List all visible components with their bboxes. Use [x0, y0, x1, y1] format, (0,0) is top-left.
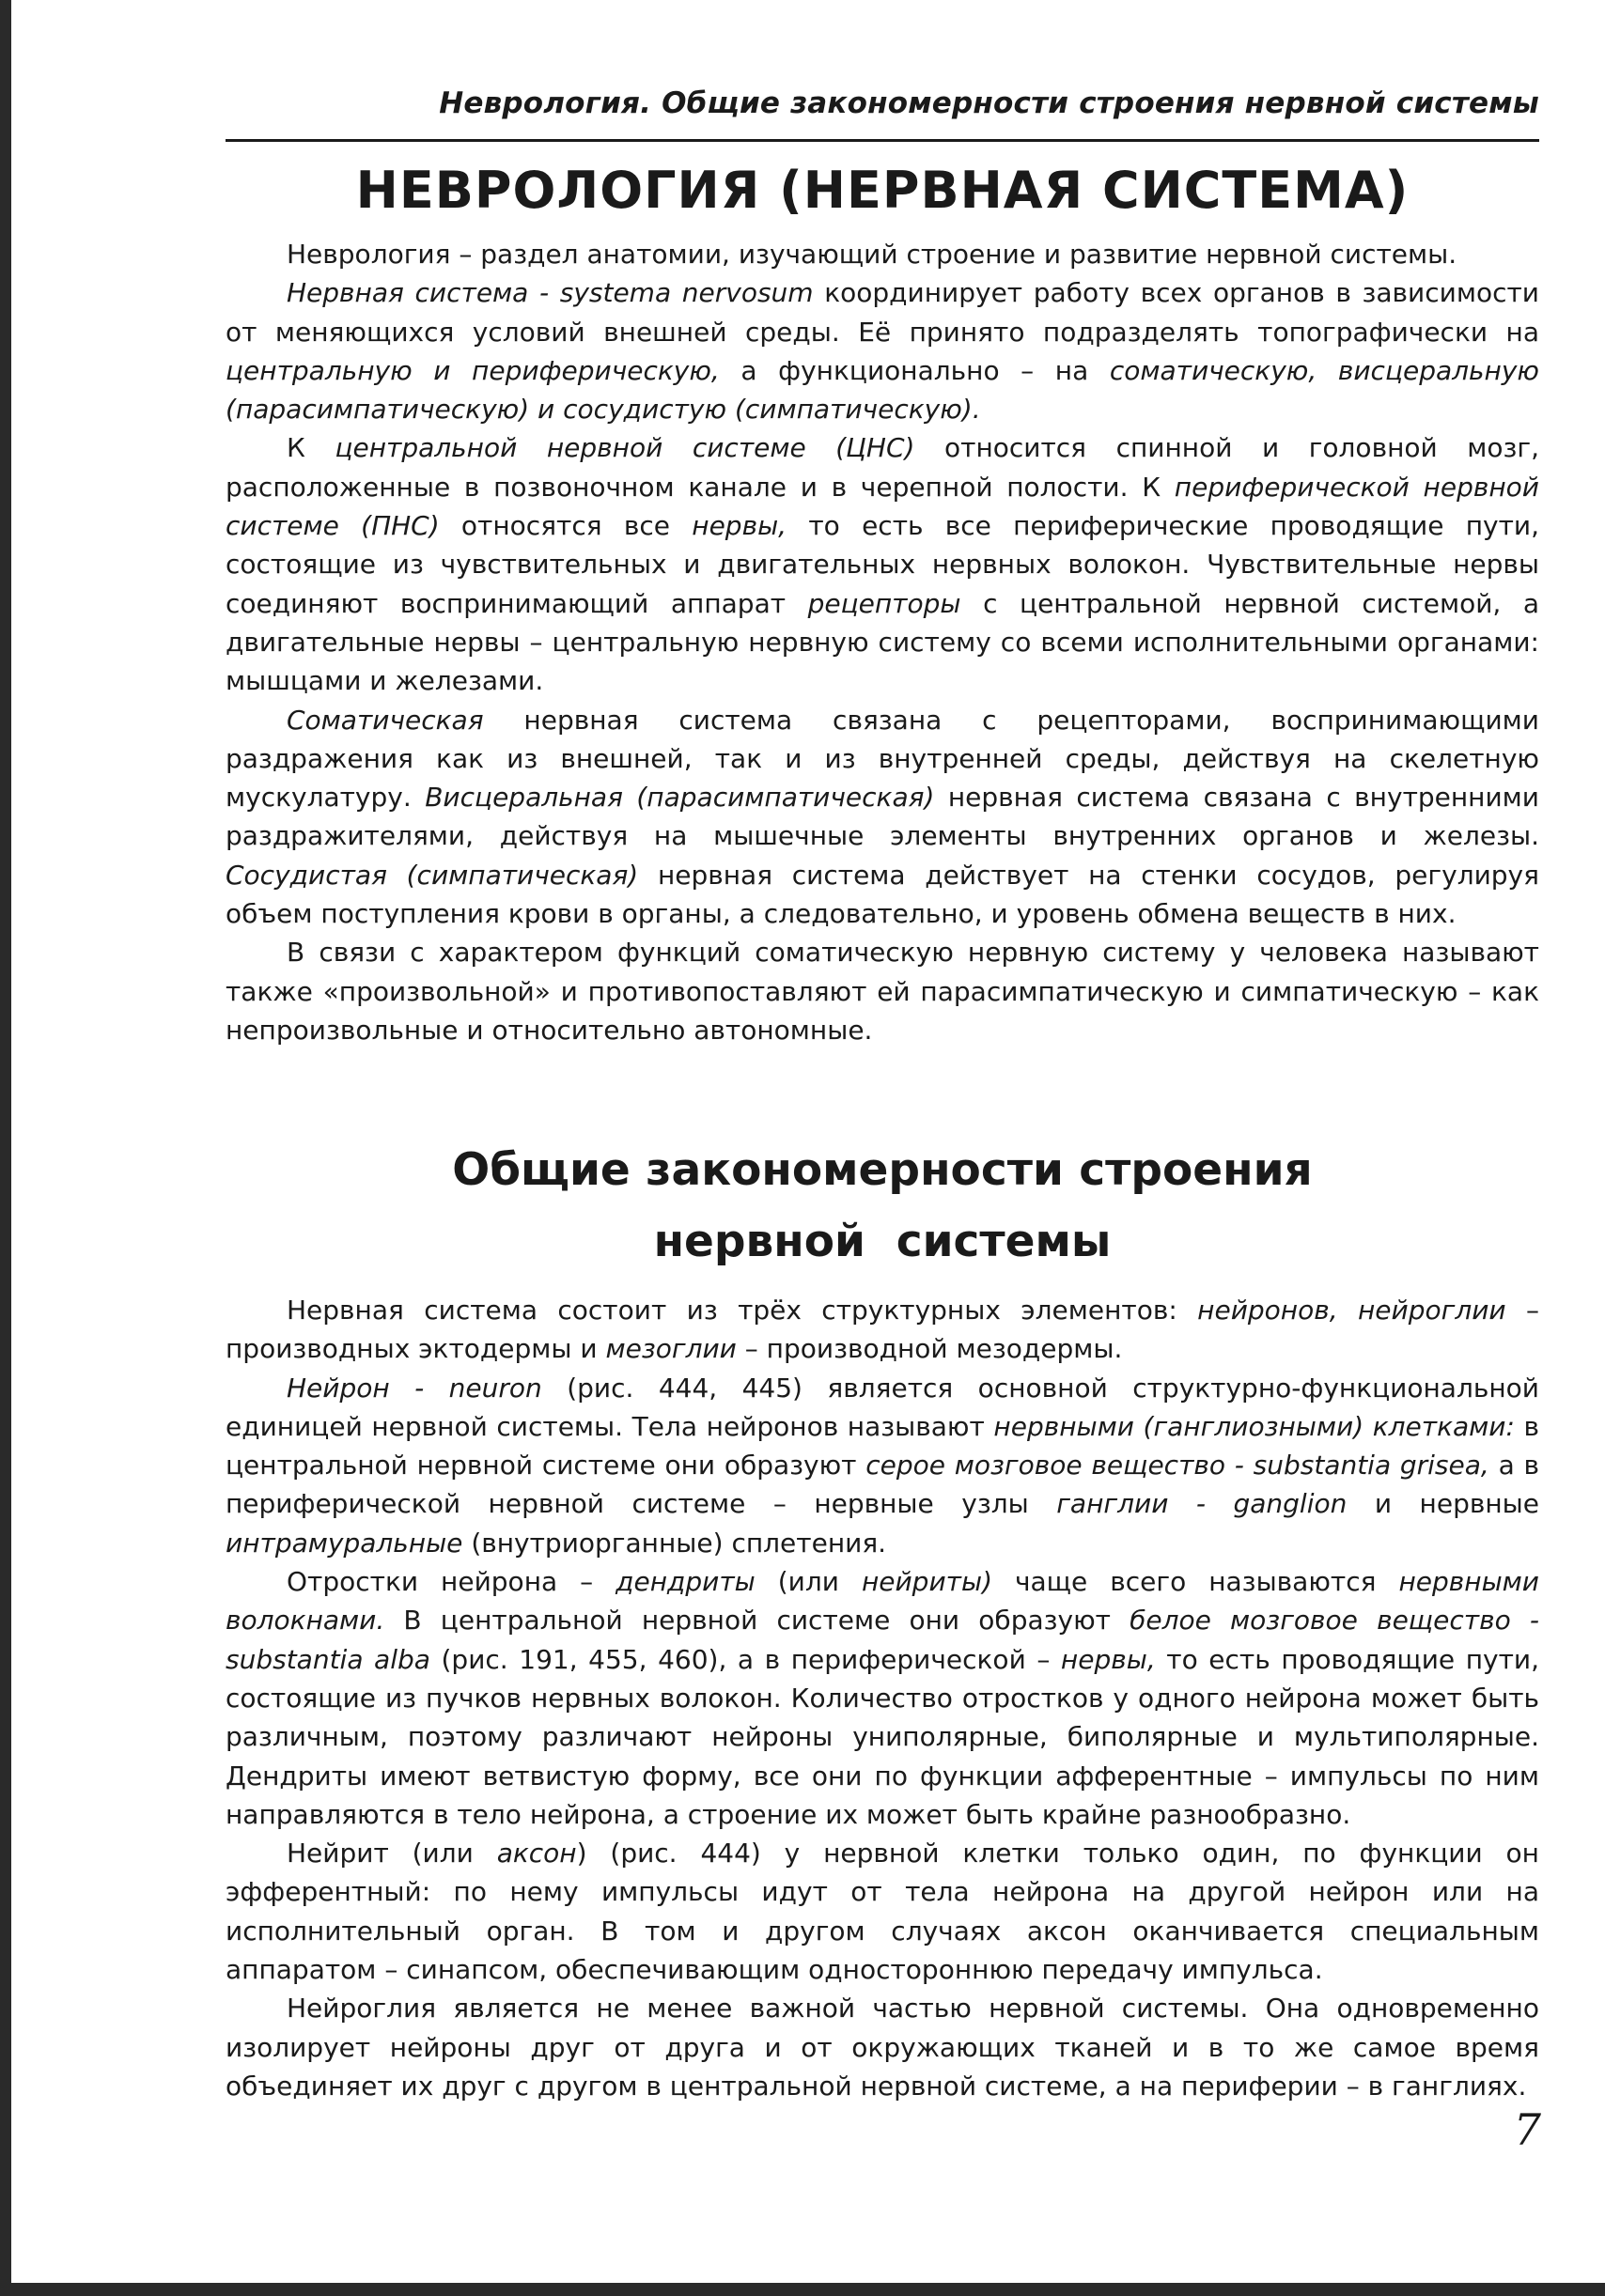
- text: Отростки нейрона –: [287, 1566, 616, 1598]
- term: аксон: [496, 1838, 577, 1869]
- text: а в периферической нервной системе – нервные узлы: [226, 1450, 1539, 1520]
- section-general-structure: [226, 1291, 1539, 2105]
- text: относятся все: [439, 510, 693, 542]
- text: К: [287, 432, 335, 464]
- text: чаще всего называются: [992, 1566, 1399, 1598]
- page-number: 7: [1513, 2104, 1541, 2155]
- text: (или: [755, 1566, 862, 1598]
- text: ) (рис. 444) у нервной клетки только один, по функции он эфферентный: по нему импульсы идут от тела нейрона на другой нейрон или на исполнительный орган. В том и другом случаях аксон оканчивается специальным аппаратом – синапсом, обеспечивающим одностороннюю передачу импульса.: [226, 1838, 1539, 1986]
- term: Нейрон - neuron: [287, 1372, 542, 1404]
- term: нервы,: [1060, 1643, 1156, 1675]
- term: ганглии - ganglion: [1056, 1488, 1348, 1520]
- term: нейриты): [861, 1566, 992, 1598]
- term: нервы,: [692, 510, 787, 542]
- text: нервная система связана с внутренними раздражителями, действуя на мышечные элементы внутренних органов и железы.: [226, 782, 1540, 852]
- header-rule: [226, 139, 1539, 142]
- paragraph: [226, 701, 1539, 934]
- paragraph: [226, 1562, 1539, 1834]
- section-title: [226, 1135, 1539, 1278]
- term: периферической нервной системе (ПНС): [226, 471, 1539, 542]
- text: нервная система действует на стенки сосудов, регулируя объем поступления крови в органы, а следовательно, и уровень обмена веществ в них.: [226, 859, 1539, 930]
- text: (внутриорганные) сплетения.: [462, 1527, 887, 1559]
- term: мезоглии: [605, 1333, 737, 1365]
- scan-edge-left: [0, 0, 11, 2296]
- text: и нервные: [1347, 1488, 1540, 1520]
- term: интрамуральные: [226, 1527, 463, 1559]
- paragraph: [226, 1369, 1539, 1562]
- scan-edge-bottom: [0, 2283, 1605, 2296]
- term: центральной нервной системе (ЦНС): [335, 432, 915, 464]
- text: (рис. 191, 455, 460), а в периферической –: [429, 1643, 1061, 1675]
- text: В центральной нервной системе они образуют: [384, 1605, 1130, 1637]
- term: центральную и периферическую,: [226, 354, 720, 386]
- text: – производной мезодермы.: [736, 1333, 1123, 1365]
- chapter-title: НЕВРОЛОГИЯ (НЕРВНАЯ СИСТЕМА): [355, 161, 1410, 220]
- text: то есть проводящие пути, состоящие из пучков нервных волокон. Количество отростков у одного нейрона может быть различным, поэтому различают нейроны униполярные, биполярные и мультиполярные. Дендриты имеют ветвистую форму, все они по функции афферентные – импульсы по ним направляются в тело нейрона, а строение их может быть крайне разнообразно.: [226, 1643, 1540, 1830]
- text: с центральной нервной системой, а двигательные нервы – центральную нервную систему со всеми исполнительными органами: мышцами и железами.: [226, 587, 1539, 697]
- text: то есть все периферические проводящие пути, состоящие из чувствительных и двигательных нервных волокон. Чувствительные нервы соединяют воспринимающий аппарат: [226, 510, 1539, 619]
- paragraph: В связи с характером функций соматическую нервную систему у человека называют также «произвольной» и противопоставляют ей парасимпатическую и симпатическую – как непроизвольные и относительно автономные.: [226, 937, 1539, 1046]
- paragraph: [226, 1291, 1539, 1369]
- term: Нервная система - systema nervosum: [287, 277, 814, 309]
- term: Сосудистая (симпатическая): [226, 859, 639, 891]
- term: нейронов, нейроглии: [1197, 1295, 1506, 1326]
- term: рецепторы: [807, 587, 961, 619]
- paragraph: [226, 1834, 1539, 1989]
- term: серое мозговое вещество - substantia grisea,: [865, 1450, 1489, 1482]
- term: нервными волокнами.: [226, 1566, 1539, 1637]
- text: Нейрит (или: [287, 1838, 497, 1869]
- paragraph: [226, 428, 1539, 700]
- text: – производных эктодермы и: [226, 1295, 1540, 1365]
- text: координирует работу всех органов в зависимости от меняющихся условий внешней среды. Её принято подразделять топографически на: [226, 277, 1540, 348]
- running-header: Неврология. Общие закономерности строения нервной системы: [439, 86, 1539, 120]
- term: дендриты: [616, 1566, 756, 1598]
- term: Соматическая: [287, 704, 484, 736]
- paragraph: Нейроглия является не менее важной частью нервной системы. Она одновременно изолирует нейроны друг от друга и от окружающих тканей и в то же самое время объединяет их друг с другом в центральной нервной системе, а на периферии – в ганглиях.: [226, 1993, 1539, 2102]
- section-title-line: Общие закономерности строения: [452, 1144, 1313, 1196]
- text: нервная система связана с рецепторами, воспринимающими раздражения как из внешней, так и из внутренней среды, действуя на скелетную мускулатуру.: [226, 704, 1539, 814]
- paragraph: [226, 273, 1539, 428]
- text: а функционально – на: [719, 354, 1110, 386]
- term: нервными (ганглиозными) клетками:: [993, 1410, 1515, 1442]
- text: относится спинной и головной мозг, расположенные в позвоночном канале и в черепной полости. К: [226, 432, 1540, 503]
- term: Висцеральная (парасимпатическая): [425, 782, 935, 814]
- term: белое мозговое вещество - substantia alba: [226, 1605, 1540, 1675]
- text: в центральной нервной системе они образуют: [226, 1410, 1540, 1482]
- section-title-line: нервной системы: [653, 1216, 1112, 1267]
- term: соматическую, висцеральную (парасимпатическую) и сосудистую (симпатическую).: [226, 354, 1540, 426]
- text: Нервная система состоит из трёх структурных элементов:: [287, 1295, 1198, 1326]
- section-neurology: [226, 235, 1539, 1049]
- text: (рис. 444, 445) является основной структурно-функциональной единицей нервной системы. Тела нейронов называют: [226, 1372, 1539, 1442]
- paragraph: Неврология – раздел анатомии, изучающий строение и развитие нервной системы.: [287, 239, 1457, 270]
